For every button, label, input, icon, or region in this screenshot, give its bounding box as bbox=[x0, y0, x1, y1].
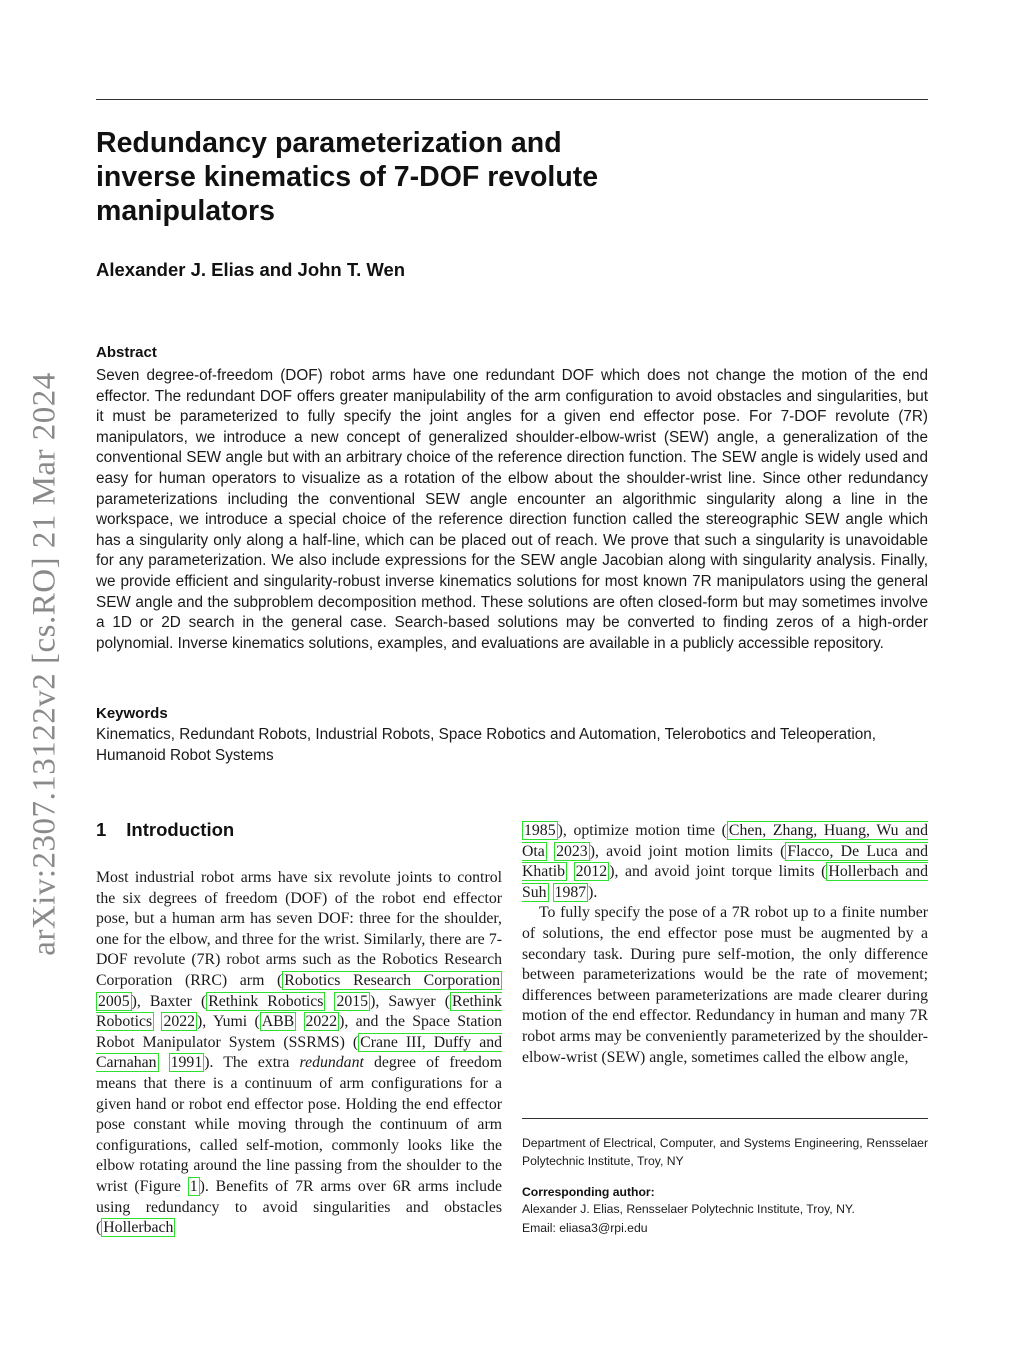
text-run: ). bbox=[588, 883, 598, 901]
citation-link[interactable]: Rethink Robotics bbox=[96, 992, 503, 1031]
text-run bbox=[159, 1054, 169, 1071]
intro-paragraph-1-continued bbox=[522, 821, 928, 903]
text-run: ), Baxter ( bbox=[131, 992, 207, 1010]
citation-link[interactable]: Hollerbach and Suh bbox=[522, 863, 928, 901]
corresponding-author-heading: Corresponding author: bbox=[522, 1185, 655, 1199]
text-run bbox=[567, 863, 574, 880]
footnote-rule bbox=[522, 1118, 928, 1119]
text-run bbox=[296, 1013, 303, 1030]
citation-link[interactable]: 1985 bbox=[524, 822, 556, 839]
title-line: Redundancy parameterization and bbox=[96, 127, 562, 159]
citation-link[interactable]: Chen, Zhang, Huang, Wu and Ota bbox=[522, 822, 928, 860]
text-run: ), Sawyer ( bbox=[370, 992, 450, 1010]
intro-paragraph-1 bbox=[96, 868, 502, 1239]
citation-link[interactable]: 1991 bbox=[170, 1054, 203, 1072]
corresponding-author: Alexander J. Elias, Rensselaer Polytechnic Institute, Troy, NY. bbox=[522, 1202, 855, 1216]
text-run: degree of freedom means that there is a continuum of arm configurations for a given hand or robot end effector pose. Holding the end effector pose constant while moving through the continuum of arm configurations, called self-motion, commonly looks like the elbow rotating around the line passing from the shoulder to the wrist (Figure bbox=[96, 1054, 502, 1195]
citation-link[interactable]: 2023 bbox=[556, 842, 588, 860]
affiliation-note: Department of Electrical, Computer, and Systems Engineering, Rensselaer Polytechnic Institute, Troy, NY bbox=[522, 1136, 928, 1168]
text-run: ), Yumi ( bbox=[197, 1013, 260, 1031]
arxiv-identifier[interactable]: arXiv:2307.13122v2 [cs.RO] 21 Mar 2024 bbox=[26, 372, 63, 956]
abstract-text: Seven degree-of-freedom (DOF) robot arms have one redundant DOF which does not change the motion of the end effector. The redundant DOF offers greater manipulability of the arm configuration to avoid obstacles and singularities, but it must be parameterized to fully specify the joint angles for a given end effector pose. For 7-DOF revolute (7R) manipulators, we introduce a new concept of generalized shoulder-elbow-wrist (SEW) angle, a generalization of the conventional SEW angle but with an arbitrary choice of the reference direction function. The SEW angle is widely used and easy for human operators to visualize as a rotation of the elbow about the shoulder-wrist line. Since other redundancy parameterizations including the conventional SEW angle encounter an algorithmic singularity along a line in the workspace, we introduce a special choice of the reference direction function called the stereographic SEW angle which has a singularity only along a half-line, which can be placed out of reach. We prove that such a singularity is unavoidable for any parameterization. We also include expressions for the SEW angle Jacobian along with singularity analysis. Finally, we provide efficient and singularity-robust inverse kinematics solutions for most known 7R manipulators using the general SEW angle and the subproblem decomposition method. These solutions are often closed-form but may sometimes involve a 1D or 2D search in the general case. Search-based solutions may be converted to finding zeros of a high-order polynomial. Inverse kinematics solutions, examples, and evaluations are available in a publicly accessible repository. bbox=[96, 367, 928, 652]
text-run: ), avoid joint motion limits ( bbox=[589, 842, 786, 860]
citation-link[interactable]: 2005 bbox=[98, 992, 130, 1010]
citation-link[interactable]: Robotics Research Corporation bbox=[284, 971, 501, 989]
header-rule bbox=[96, 99, 928, 100]
intro-column-right bbox=[522, 821, 928, 1068]
citation-link[interactable]: 2022 bbox=[163, 1013, 196, 1031]
author-list: Alexander J. Elias and John T. Wen bbox=[96, 259, 406, 280]
text-run: ). Benefits of 7R arms over 6R arms include using redundancy to avoid singularities and obstacles ( bbox=[96, 1177, 502, 1237]
intro-column-left bbox=[96, 868, 502, 1239]
intro-paragraph-2: To fully specify the pose of a 7R robot up to a finite number of solutions, the end effector pose must be augmented by a secondary task. During pure self-motion, the only difference between parameterizations would be the rate of movement; differences between parameterizations are made clearer during motion of the end effector. Redundancy in human and many 7R robot arms may be conveniently parameterized by the shoulder-elbow-wrist (SEW) angle, sometimes called the elbow angle, bbox=[522, 904, 928, 1066]
citation-link[interactable]: Rethink Robotics bbox=[208, 992, 324, 1010]
text-run bbox=[547, 843, 554, 860]
text-run bbox=[549, 884, 553, 901]
section-heading-introduction bbox=[96, 819, 234, 841]
keywords-text: Kinematics, Redundant Robots, Industrial Robots, Space Robotics and Automation, Telerobotics and Teleoperation, Humanoid Robot Systems bbox=[96, 726, 877, 764]
keywords-heading: Keywords bbox=[96, 705, 168, 722]
abstract-heading: Abstract bbox=[96, 344, 157, 361]
title-line: inverse kinematics of 7-DOF revolute bbox=[96, 161, 599, 193]
title-line: manipulators bbox=[96, 195, 275, 227]
citation-link[interactable]: 2012 bbox=[575, 863, 608, 881]
text-run: Most industrial robot arms have six revolute joints to control the six degrees of freedom (DOF) of the robot end effector pose, but a human arm has seven DOF: three for the shoulder, one for the elbow, and three for the wrist. Similarly, there are 7-DOF revolute (7R) robot arms such as the Robotics Research Corporation (RRC) arm ( bbox=[96, 869, 502, 989]
section-number: 1 bbox=[96, 819, 107, 840]
paper-title bbox=[96, 126, 696, 228]
text-run: ), optimize motion time ( bbox=[557, 822, 727, 839]
citation-link[interactable]: Hollerbach bbox=[103, 1219, 174, 1237]
emphasis-text: redundant bbox=[299, 1054, 364, 1072]
citation-link[interactable]: ABB bbox=[261, 1013, 295, 1031]
author-email[interactable]: Email: eliasa3@rpi.edu bbox=[522, 1221, 648, 1235]
citation-link[interactable]: Flacco, De Luca and Khatib bbox=[522, 842, 929, 881]
citation-link[interactable]: 2022 bbox=[305, 1013, 338, 1031]
text-run: ), and the Space Station Robot Manipulator System (SSRMS) ( bbox=[96, 1013, 503, 1051]
text-run: ), and avoid joint torque limits ( bbox=[609, 863, 827, 881]
section-title: Introduction bbox=[126, 819, 235, 840]
figure-link[interactable]: 1 bbox=[189, 1177, 198, 1195]
citation-link[interactable]: Crane III, Duffy and Carnahan bbox=[96, 1033, 503, 1072]
text-run: ). The extra bbox=[204, 1054, 300, 1072]
citation-link[interactable]: 2015 bbox=[336, 992, 369, 1010]
citation-link[interactable]: 1987 bbox=[554, 883, 587, 901]
